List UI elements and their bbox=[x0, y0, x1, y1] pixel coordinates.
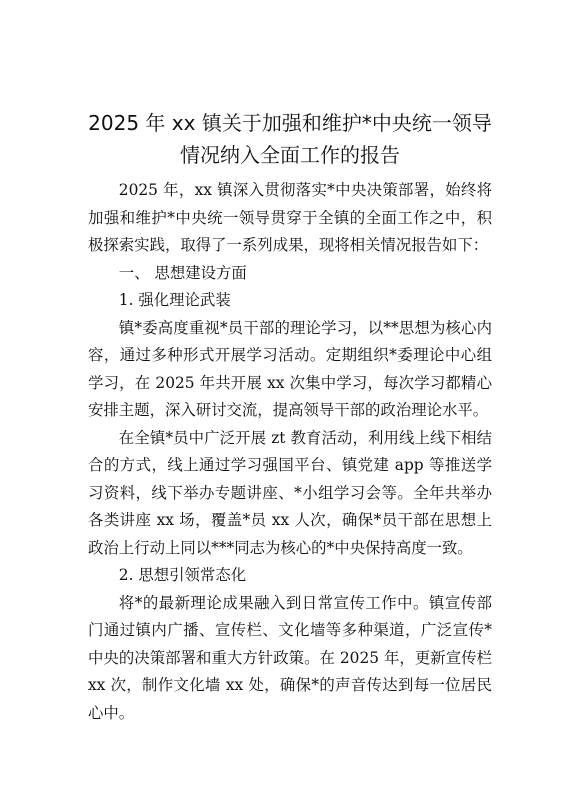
subsection-heading: 1. 强化理论武装 bbox=[118, 291, 231, 309]
subsection-heading: 2. 思想引领常态化 bbox=[118, 566, 247, 584]
body-paragraph: 将*的最新理论成果融入到日常宣传工作中。镇宣传部门通过镇内广播、宣传栏、文化墙等多种渠道，广泛宣传*中央的决策部署和重大方针政策。在 2025 年，更新宣传栏 xx 次，制作文化墙 xx 处，确保*的声音传达到每一位居民心中。 bbox=[88, 593, 492, 722]
title-line-1: 2025 年 xx 镇关于加强和维护*中央统一领导 bbox=[88, 111, 492, 135]
body-paragraph: 镇*委高度重视*员干部的理论学习，以**思想为核心内容，通过多种形式开展学习活动。定期组织*委理论中心组学习，在 2025 年共开展 xx 次集中学习，每次学习都精心安排主题，深入研讨交流，提高领导干部的政治理论水平。 bbox=[88, 318, 492, 419]
document-title bbox=[88, 107, 492, 171]
section-heading: 一、 思想建设方面 bbox=[118, 263, 247, 282]
document-body bbox=[88, 177, 492, 727]
intro-paragraph: 2025 年，xx 镇深入贯彻落实*中央决策部署，始终将加强和维护*中央统一领导贯穿于全镇的全面工作之中，积极探索实践，取得了一系列成果，现将相关情况报告如下： bbox=[88, 181, 492, 254]
title-line-2: 情况纳入全面工作的报告 bbox=[180, 143, 400, 167]
body-paragraph: 在全镇*员中广泛开展 zt 教育活动，利用线上线下相结合的方式，线上通过学习强国平台、镇党建 app 等推送学习资料，线下举办专题讲座、*小组学习会等。全年共举办各类讲座 xx 场，覆盖*员 xx 人次，确保*员干部在思想上政治上行动上同以***同志为核心的*中央保持高度一致。 bbox=[88, 428, 492, 557]
